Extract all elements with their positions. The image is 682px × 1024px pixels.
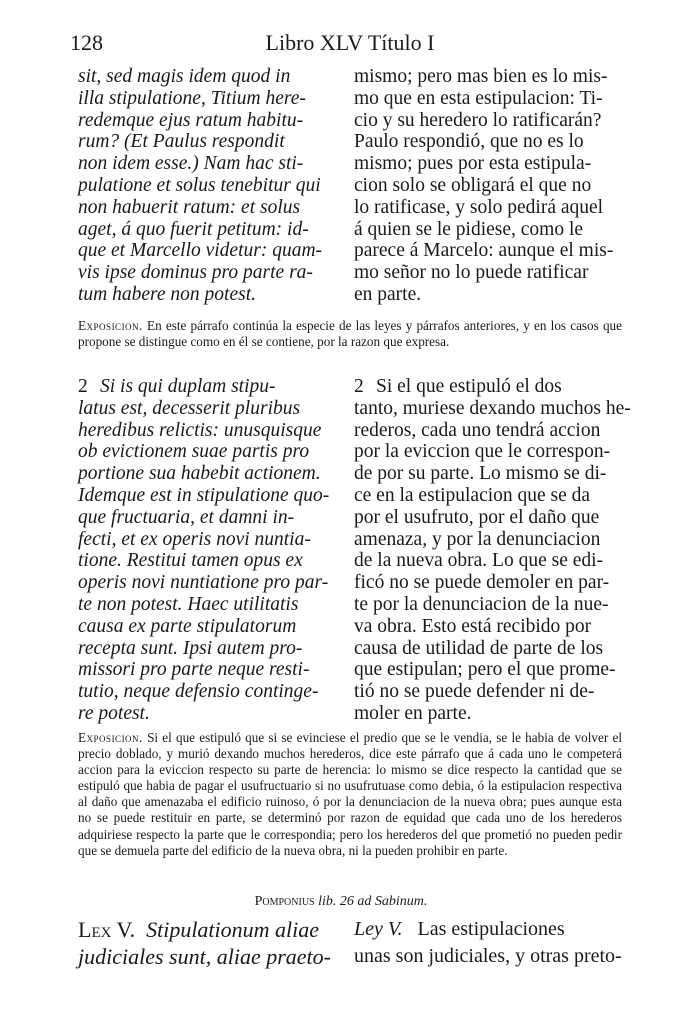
page-number: 128: [70, 30, 103, 55]
page-header: [70, 30, 630, 60]
text-line: va obra. Esto está recibido por: [354, 615, 592, 637]
text-line: parece á Marcelo: aunque el mis-: [354, 240, 614, 262]
text-line: vis ipse dominus pro parte ra-: [78, 262, 313, 284]
law-heading: Lex V.: [78, 917, 136, 942]
text-line: ce en la estipulacion que se da: [354, 484, 591, 506]
exposition-label: Exposicion.: [78, 730, 143, 745]
text-line: tum habere non potest.: [78, 283, 257, 305]
text-line: causa ex parte stipulatorum: [78, 615, 297, 637]
text-line: [78, 376, 340, 398]
text-line: [354, 376, 620, 398]
text-line: fecti, et ex operis novi nuntia-: [78, 528, 311, 550]
text-line: judiciales sunt, aliae praeto-: [78, 944, 331, 969]
text-line: en parte.: [354, 283, 422, 305]
text-line-content: Stipulationum aliae: [146, 917, 320, 942]
text-line: rederos, cada uno tendrá accion: [354, 419, 601, 441]
text-line: non idem esse.) Nam hac sti-: [78, 153, 304, 175]
text-line: que estipulan; pero el que prome-: [354, 659, 616, 681]
text-line: tió no se puede defender ni de-: [354, 681, 595, 703]
text-line: por la eviccion que le correspon-: [354, 441, 611, 463]
text-line: aget, á quo fuerit petitum: id-: [78, 218, 309, 240]
latin-text-block-2: [78, 376, 340, 725]
text-line: lo ratificase, y solo pedirá aquel: [354, 196, 604, 218]
exposition-1: [78, 318, 622, 350]
paragraph-number: 2: [354, 376, 364, 397]
latin-text-block-1: [78, 66, 340, 306]
text-line-content: Si is qui duplam stipu-: [100, 376, 276, 397]
text-line: Idemque est in stipulatione quo-: [78, 484, 330, 506]
exposition-2: [78, 730, 622, 859]
source-author: Pomponius: [254, 894, 315, 909]
paragraph-number: 2: [78, 376, 88, 397]
text-line: de por su parte. Lo mismo se di-: [354, 463, 607, 485]
text-line: mo señor no lo puede ratificar: [354, 262, 589, 284]
text-line: mismo; pero mas bien es lo mis-: [354, 66, 608, 87]
text-line: tanto, muriese dexando muchos he-: [354, 397, 631, 419]
text-line: rum? (Et Paulus respondit: [78, 131, 285, 153]
text-line: por el usufruto, por el daño que: [354, 506, 600, 528]
text-line: mo que en esta estipulacion: Ti-: [354, 87, 603, 109]
text-line: recepta sunt. Ipsi autem pro-: [78, 637, 303, 659]
spanish-text-block-2: [354, 376, 631, 725]
text-line: re potest.: [78, 702, 150, 724]
text-line: unas son judiciales, y otras preto-: [354, 945, 622, 967]
text-line: illa stipulatione, Titium here-: [78, 87, 306, 109]
text-line: operis novi nuntiatione pro par-: [78, 572, 329, 594]
text-line: tutio, neque defensio continge-: [78, 681, 319, 703]
text-line: moler en parte.: [354, 702, 472, 724]
exposition-text: En este párrafo continúa la especie de las leyes y párrafos anteriores, y en los casos que propone se distingue como en él se contiene, por la razon que expresa.: [78, 318, 622, 350]
text-line: amenaza, y por la denunciacion: [354, 528, 601, 550]
text-line: causa de utilidad de parte de los: [354, 637, 604, 659]
text-line: missori pro parte neque resti-: [78, 659, 310, 681]
text-line: non habuerit ratum: et solus: [78, 196, 301, 218]
exposition-label: Exposicion.: [78, 318, 143, 333]
text-line: latus est, decesserit pluribus: [78, 397, 301, 419]
text-line-content: Las estipulaciones: [417, 918, 565, 940]
spanish-text-block-3: [354, 916, 620, 970]
exposition-text: Si el que estipuló que si se evinciese el predio que se le vendia, se le habia de volver el precio doblado, y murió dexando muchos herederos, dice este párrafo que á cada uno le competerá accion para la eviccion respecto su parte de herencia: lo mismo se dice respecto la cantidad que se estipuló que habia de pagar el usufructuario si no usufrutuase como debia, ó la estipulacion respectiva al daño que amenazaba el edificio ruinoso, ó por la denunciacion de la nueva obra; pues aunque esta no se puede restituir en parte, se determinó por razon de equidad que cada uno de los herederos adquiriese respecto la parte que le correspondia; pero los herederos del que prometió no pueden pedir que se demuela parte del edificio de la nueva obra, ni la pueden prohibir en parte.: [78, 730, 622, 858]
text-line: que et Marcello videtur: quam-: [78, 240, 323, 262]
text-line: [78, 916, 340, 943]
law-heading: Ley V.: [354, 918, 403, 940]
text-line: á quien se le pidiese, como le: [354, 218, 584, 240]
text-line: cion solo se obligará el que no: [354, 174, 592, 196]
text-line: redemque ejus ratum habitu-: [78, 109, 304, 131]
text-line: heredibus relictis: unusquisque: [78, 419, 322, 441]
text-line: pulatione et solus tenebitur qui: [78, 174, 321, 196]
source-citation: [0, 894, 682, 910]
text-line: cio y su heredero lo ratificarán?: [354, 109, 602, 131]
text-line: portione sua habebit actionem.: [78, 463, 321, 485]
latin-text-block-3: [78, 916, 340, 970]
text-line-content: Si el que estipuló el dos: [376, 376, 562, 397]
text-line: que fructuaria, et damni in-: [78, 506, 295, 528]
text-line: te por la denunciacion de la nue-: [354, 593, 609, 615]
text-line: ficó no se puede demoler en par-: [354, 572, 610, 594]
text-line: Paulo respondió, que no es lo: [354, 131, 584, 153]
text-line: ob evictionem suae partis pro: [78, 441, 310, 463]
text-line: te non potest. Haec utilitatis: [78, 593, 299, 615]
spanish-text-block-1: [354, 66, 620, 306]
text-line: mismo; pues por esta estipula-: [354, 153, 592, 175]
text-line: sit, sed magis idem quod in: [78, 66, 291, 87]
text-line: de la nueva obra. Lo que se edi-: [354, 550, 604, 572]
text-line: tione. Restitui tamen opus ex: [78, 550, 303, 572]
source-work: lib. 26 ad Sabinum.: [318, 894, 428, 909]
running-title: Libro XLV Título I: [265, 30, 435, 55]
text-line: [354, 916, 620, 943]
